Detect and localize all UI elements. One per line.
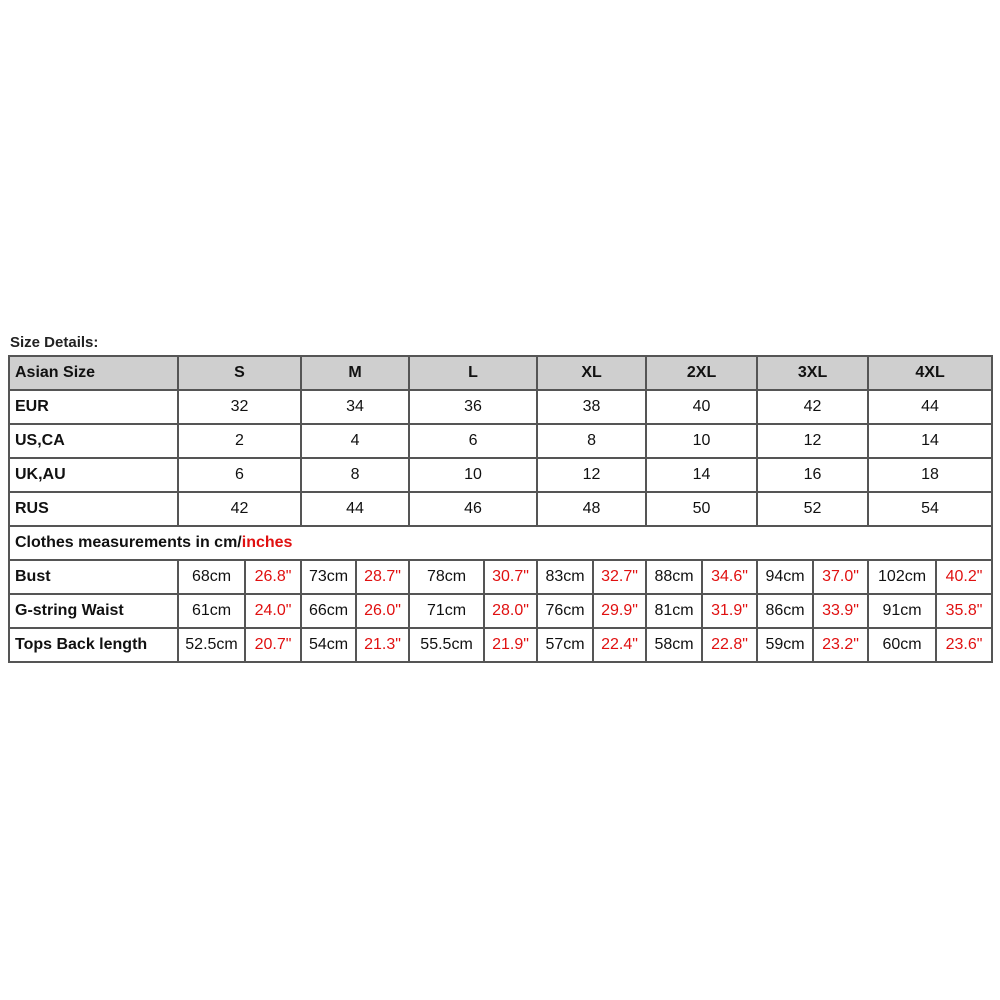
cm-cell: 78cm — [410, 561, 485, 595]
cm-cell: 54cm — [302, 629, 357, 663]
inch-cell: 32.7" — [594, 561, 647, 595]
inch-cell: 40.2" — [937, 561, 993, 595]
table-cell: 48 — [538, 493, 647, 527]
cm-cell: 60cm — [869, 629, 937, 663]
inch-cell: 31.9" — [703, 595, 758, 629]
cm-cell: 86cm — [758, 595, 814, 629]
measurements-title-row — [10, 527, 993, 561]
size-header-2xl: 2XL — [647, 357, 758, 391]
inch-cell: 30.7" — [485, 561, 538, 595]
inch-cell: 28.7" — [357, 561, 410, 595]
inch-cell: 28.0" — [485, 595, 538, 629]
table-row-g-string-waist — [10, 595, 993, 629]
table-cell: 34 — [302, 391, 410, 425]
cm-cell: 91cm — [869, 595, 937, 629]
inch-cell: 22.4" — [594, 629, 647, 663]
size-header-s: S — [179, 357, 302, 391]
table-cell: 2 — [179, 425, 302, 459]
size-header-3xl: 3XL — [758, 357, 869, 391]
table-cell: 6 — [410, 425, 538, 459]
table-cell: 38 — [538, 391, 647, 425]
table-cell: 4 — [302, 425, 410, 459]
table-cell: 42 — [758, 391, 869, 425]
inch-cell: 37.0" — [814, 561, 869, 595]
table-row-tops-back-length — [10, 629, 993, 663]
inch-cell: 24.0" — [246, 595, 302, 629]
table-cell: 16 — [758, 459, 869, 493]
measurements-title-unit: inches — [241, 534, 293, 551]
size-header-4xl: 4XL — [869, 357, 993, 391]
inch-cell: 23.6" — [937, 629, 993, 663]
cm-cell: 68cm — [179, 561, 246, 595]
inch-cell: 34.6" — [703, 561, 758, 595]
cm-cell: 73cm — [302, 561, 357, 595]
cm-cell: 61cm — [179, 595, 246, 629]
table-cell: 42 — [179, 493, 302, 527]
row-label: Bust — [10, 561, 179, 595]
table-cell: 54 — [869, 493, 993, 527]
table-cell: 52 — [758, 493, 869, 527]
cm-cell: 94cm — [758, 561, 814, 595]
size-header-m: M — [302, 357, 410, 391]
row-label: US,CA — [10, 425, 179, 459]
table-row-bust — [10, 561, 993, 595]
table-cell: 36 — [410, 391, 538, 425]
row-label: G-string Waist — [10, 595, 179, 629]
table-cell: 10 — [410, 459, 538, 493]
inch-cell: 35.8" — [937, 595, 993, 629]
table-row-us-ca — [10, 425, 993, 459]
table-row-rus — [10, 493, 993, 527]
table-cell: 14 — [869, 425, 993, 459]
table-row-eur — [10, 391, 993, 425]
table-cell: 14 — [647, 459, 758, 493]
table-cell: 8 — [538, 425, 647, 459]
inch-cell: 26.0" — [357, 595, 410, 629]
table-cell: 50 — [647, 493, 758, 527]
measurements-title-prefix: Clothes measurements in cm/ — [15, 534, 242, 551]
size-header-l: L — [410, 357, 538, 391]
cm-cell: 66cm — [302, 595, 357, 629]
cm-cell: 88cm — [647, 561, 703, 595]
size-chart-table — [8, 355, 993, 663]
inch-cell: 20.7" — [246, 629, 302, 663]
size-details-caption: Size Details: — [10, 334, 99, 351]
table-cell: 44 — [302, 493, 410, 527]
cm-cell: 55.5cm — [410, 629, 485, 663]
table-cell: 46 — [410, 493, 538, 527]
measurements-title — [10, 527, 993, 561]
table-header-row — [10, 357, 993, 391]
inch-cell: 26.8" — [246, 561, 302, 595]
table-cell: 18 — [869, 459, 993, 493]
cm-cell: 71cm — [410, 595, 485, 629]
inch-cell: 23.2" — [814, 629, 869, 663]
table-cell: 44 — [869, 391, 993, 425]
inch-cell: 29.9" — [594, 595, 647, 629]
table-cell: 8 — [302, 459, 410, 493]
inch-cell: 21.9" — [485, 629, 538, 663]
table-cell: 12 — [758, 425, 869, 459]
inch-cell: 22.8" — [703, 629, 758, 663]
inch-cell: 33.9" — [814, 595, 869, 629]
cm-cell: 58cm — [647, 629, 703, 663]
row-label: RUS — [10, 493, 179, 527]
cm-cell: 59cm — [758, 629, 814, 663]
table-cell: 40 — [647, 391, 758, 425]
cm-cell: 102cm — [869, 561, 937, 595]
table-cell: 32 — [179, 391, 302, 425]
header-label: Asian Size — [10, 357, 179, 391]
cm-cell: 52.5cm — [179, 629, 246, 663]
table-cell: 6 — [179, 459, 302, 493]
cm-cell: 81cm — [647, 595, 703, 629]
table-cell: 10 — [647, 425, 758, 459]
row-label: UK,AU — [10, 459, 179, 493]
cm-cell: 83cm — [538, 561, 594, 595]
row-label: Tops Back length — [10, 629, 179, 663]
table-row-uk-au — [10, 459, 993, 493]
row-label: EUR — [10, 391, 179, 425]
size-header-xl: XL — [538, 357, 647, 391]
inch-cell: 21.3" — [357, 629, 410, 663]
cm-cell: 57cm — [538, 629, 594, 663]
cm-cell: 76cm — [538, 595, 594, 629]
table-cell: 12 — [538, 459, 647, 493]
